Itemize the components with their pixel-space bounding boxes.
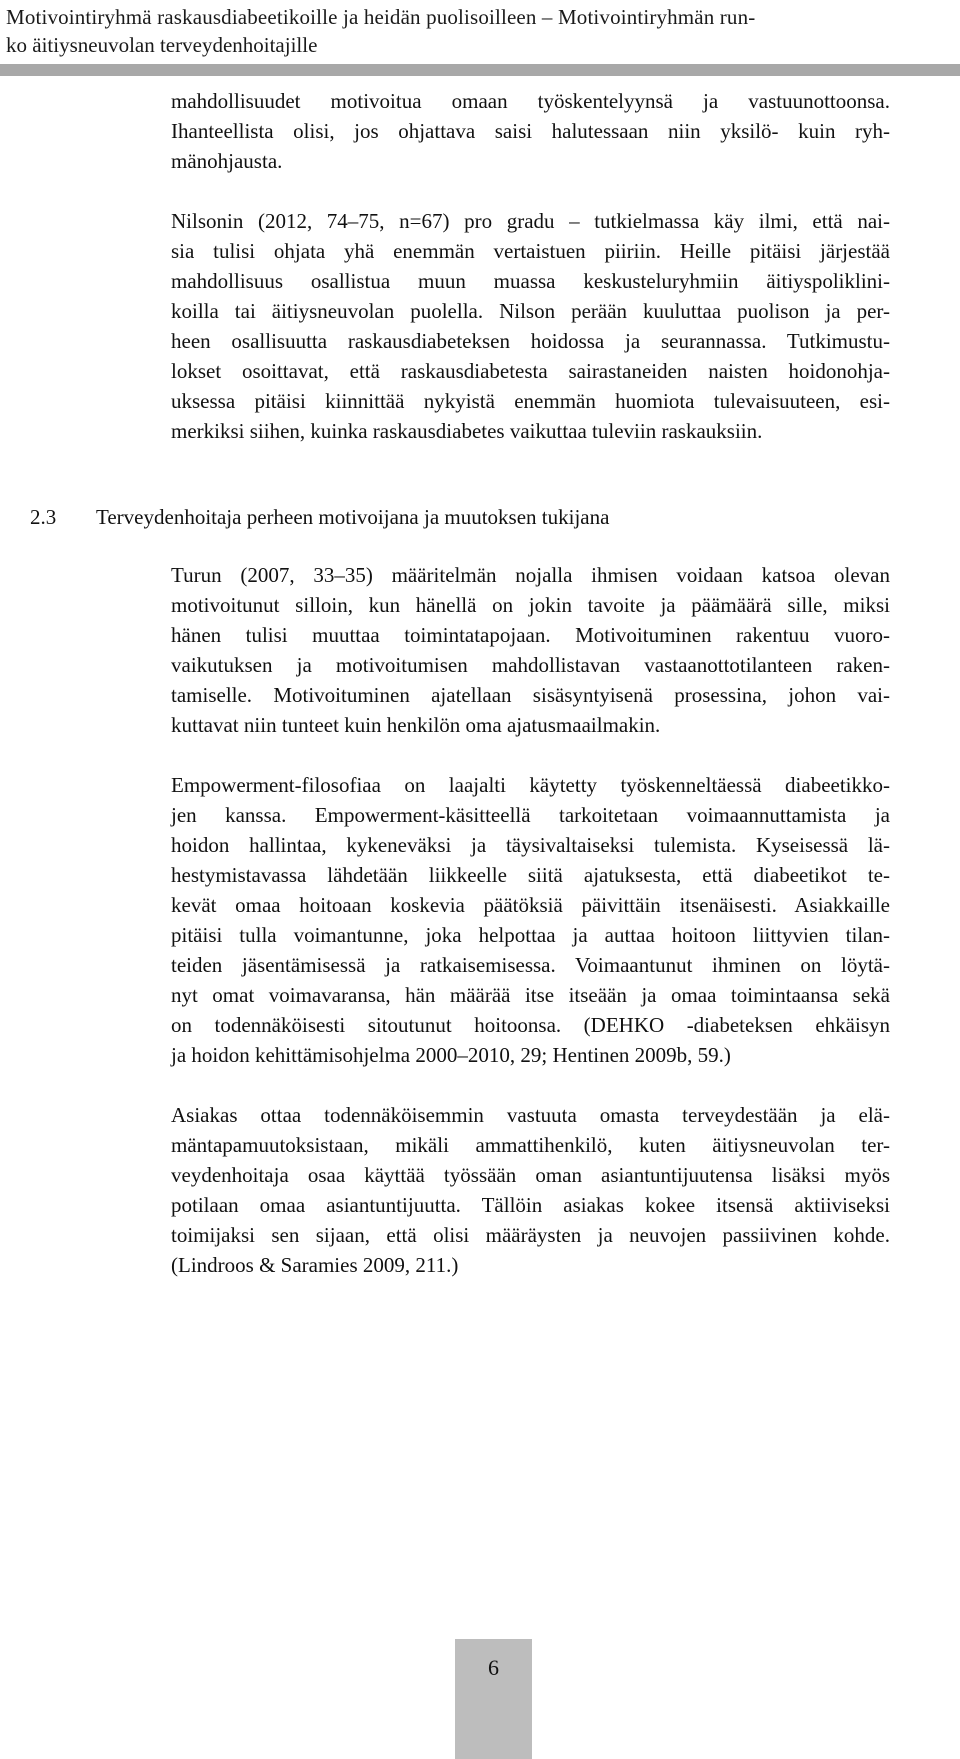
paragraph-5 — [171, 1100, 890, 1280]
text-line: mahdollisuus osallistua muun muassa keskusteluryhmiin äitiyspoliklini- — [171, 269, 890, 293]
header-title-line-2: ko äitiysneuvolan terveydenhoitajille — [6, 33, 318, 57]
text-line: uksessa pitäisi kiinnittää nykyistä enemmän huomiota tulevaisuuteen, esi- — [171, 389, 890, 413]
text-line: sia tulisi ohjata yhä enemmän vertaistuen piiriin. Heille pitäisi järjestää — [171, 239, 890, 263]
text-line: mänohjausta. — [171, 149, 283, 173]
page-number: 6 — [488, 1655, 499, 1680]
text-line: kevät omaa hoitoaan koskevia päätöksiä päivittäin itsenäisesti. Asiakkaille — [171, 893, 890, 917]
paragraph-1 — [171, 86, 890, 176]
text-line: heen osallisuutta raskausdiabeteksen hoidossa ja seurannassa. Tutkimustu- — [171, 329, 890, 353]
text-line: Nilsonin (2012, 74–75, n=67) pro gradu – tutkielmassa käy ilmi, että nai- — [171, 209, 890, 233]
section-heading — [30, 502, 609, 532]
section-number: 2.3 — [30, 505, 57, 529]
text-line: nyt omat voimavaransa, hän määrää itse itseään ja omaa toimintaansa sekä — [171, 983, 890, 1007]
text-line: Ihanteellista olisi, jos ohjattava saisi halutessaan niin yksilö- kuin ryh- — [171, 119, 890, 143]
text-line: Turun (2007, 33–35) määritelmän nojalla ihmisen voidaan katsoa olevan — [171, 563, 890, 587]
text-line: kuttavat niin tunteet kuin henkilön oma ajatusmaailmakin. — [171, 713, 661, 737]
text-line: veydenhoitaja osaa käyttää työssään oman asiantuntijuutensa lisäksi myös — [171, 1163, 890, 1187]
text-line: motivoitunut silloin, kun hänellä on jokin tavoite ja päämäärä sille, miksi — [171, 593, 890, 617]
text-line: Empowerment-filosofiaa on laajalti käytetty työskenneltäessä diabeetikko- — [171, 773, 890, 797]
text-line: mäntapamuutoksistaan, mikäli ammattihenkilö, kuten äitiysneuvolan ter- — [171, 1133, 890, 1157]
text-line: pitäisi tulla voimantunne, joka helpottaa ja auttaa hoitoon liittyvien tilan- — [171, 923, 890, 947]
text-line: hestymistavassa lähdetään liikkeelle siitä ajatuksesta, että diabeetikot te- — [171, 863, 890, 887]
text-line: koilla tai äitiysneuvolan puolella. Nilson perään kuuluttaa puolison ja per- — [171, 299, 890, 323]
text-line: Asiakas ottaa todennäköisemmin vastuuta omasta terveydestään ja elä- — [171, 1103, 890, 1127]
text-line: mahdollisuudet motivoitua omaan työskentelyynsä ja vastuunottoonsa. — [171, 89, 890, 113]
text-line: toimijaksi sen sijaan, että olisi määräysten ja neuvojen passiivinen kohde. — [171, 1223, 890, 1247]
text-line: on todennäköisesti sitoutunut hoitoonsa. (DEHKO -diabeteksen ehkäisyn — [171, 1013, 890, 1037]
text-line: tamiselle. Motivoituminen ajatellaan sisäsyntyisenä prosessina, johon vai- — [171, 683, 890, 707]
paragraph-2 — [171, 206, 890, 446]
header-rule — [0, 64, 960, 76]
section-title: Terveydenhoitaja perheen motivoijana ja muutoksen tukijana — [96, 505, 610, 529]
running-header — [0, 0, 960, 78]
header-title-line-1: Motivointiryhmä raskausdiabeetikoille ja heidän puolisoilleen – Motivointiryhmän run- — [6, 5, 756, 29]
text-line: potilaan omaa asiantuntijuutta. Tällöin asiakas kokee itsensä aktiiviseksi — [171, 1193, 890, 1217]
paragraph-3 — [171, 560, 890, 740]
text-line: teiden jäsentämisessä ja ratkaisemisessa. Voimaantunut ihminen on löytä- — [171, 953, 890, 977]
text-line: vaikutuksen ja motivoitumisen mahdollistavan vastaanottotilanteen raken- — [171, 653, 890, 677]
text-line: (Lindroos & Saramies 2009, 211.) — [171, 1253, 459, 1277]
page-number-box — [455, 1639, 532, 1759]
paragraph-4 — [171, 770, 890, 1070]
text-line: hoidon hallintaa, kykeneväksi ja täysivaltaiseksi tulemista. Kyseisessä lä- — [171, 833, 890, 857]
text-line: ja hoidon kehittämisohjelma 2000–2010, 29; Hentinen 2009b, 59.) — [171, 1043, 731, 1067]
text-line: hänen tulisi muuttaa toimintatapojaan. Motivoituminen rakentuu vuoro- — [171, 623, 890, 647]
text-line: merkiksi siihen, kuinka raskausdiabetes vaikuttaa tuleviin raskauksiin. — [171, 419, 763, 443]
text-line: jen kanssa. Empowerment-käsitteellä tarkoitetaan voimaannuttamista ja — [171, 803, 890, 827]
text-line: lokset osoittavat, että raskausdiabetesta sairastaneiden naisten hoidonohja- — [171, 359, 890, 383]
